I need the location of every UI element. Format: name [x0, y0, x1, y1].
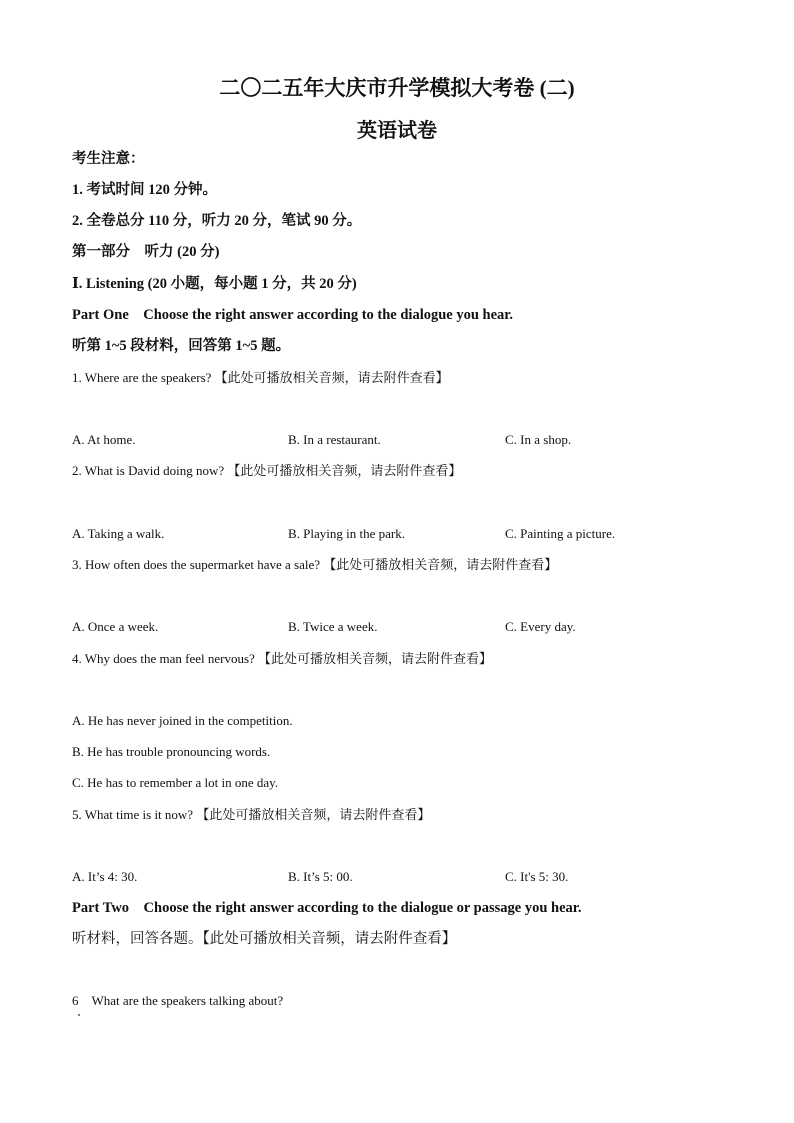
option-b: B. It’s 5: 00. — [288, 869, 353, 884]
option-a: A. It’s 4: 30. — [72, 869, 138, 884]
option-a: A. Once a week. — [72, 619, 159, 634]
option-b: B. Playing in the park. — [288, 526, 405, 541]
option-c: C. He has to remember a lot in one day. — [72, 775, 279, 790]
option-b: B. Twice a week. — [288, 619, 378, 634]
option-a: A. He has never joined in the competition. — [72, 713, 293, 728]
option-b: B. In a restaurant. — [288, 432, 381, 447]
option-a: A. At home. — [72, 432, 136, 447]
part-two-instruction: 听材料，回答各题。【此处可播放相关音频，请去附件查看】 — [72, 931, 457, 947]
notice-item: 1. 考试时间 120 分钟。 — [72, 182, 217, 198]
page-subtitle: 英语试卷 — [357, 120, 437, 142]
listening-heading: Ⅰ. Listening (20 小题，每小题 1 分，共 20 分) — [72, 276, 357, 292]
question-6: 6 What are the speakers talking about? — [72, 993, 284, 1008]
option-c: C. In a shop. — [505, 432, 572, 447]
option-c: C. Every day. — [505, 619, 576, 634]
option-c: C. Painting a picture. — [505, 526, 616, 541]
stray-mark — [78, 1014, 80, 1016]
part-two-heading: Part Two Choose the right answer according to the dialogue or passage you hear. — [72, 900, 582, 916]
notice-item: 2. 全卷总分 110 分，听力 20 分，笔试 90 分。 — [72, 213, 362, 229]
question-5: 5. What time is it now? 【此处可播放相关音频，请去附件查看】 — [72, 807, 431, 822]
option-c: C. It's 5: 30. — [505, 869, 569, 884]
part-one-heading: Part One Choose the right answer according to the dialogue you hear. — [72, 307, 514, 323]
question-1: 1. Where are the speakers? 【此处可播放相关音频，请去附件查看】 — [72, 370, 449, 385]
section-heading: 第一部分 听力 (20 分) — [72, 244, 220, 260]
notice-heading: 考生注意： — [72, 151, 145, 167]
page-title: 二〇二五年大庆市升学模拟大考卷 (二) — [219, 76, 575, 100]
option-a: A. Taking a walk. — [72, 526, 165, 541]
question-4: 4. Why does the man feel nervous? 【此处可播放相关音频，请去附件查看】 — [72, 651, 493, 666]
option-b: B. He has trouble pronouncing words. — [72, 744, 271, 759]
part-one-instruction: 听第 1~5 段材料，回答第 1~5 题。 — [72, 338, 291, 354]
question-2: 2. What is David doing now? 【此处可播放相关音频，请去附件查看】 — [72, 463, 462, 478]
question-3: 3. How often does the supermarket have a sale? 【此处可播放相关音频，请去附件查看】 — [72, 557, 558, 572]
